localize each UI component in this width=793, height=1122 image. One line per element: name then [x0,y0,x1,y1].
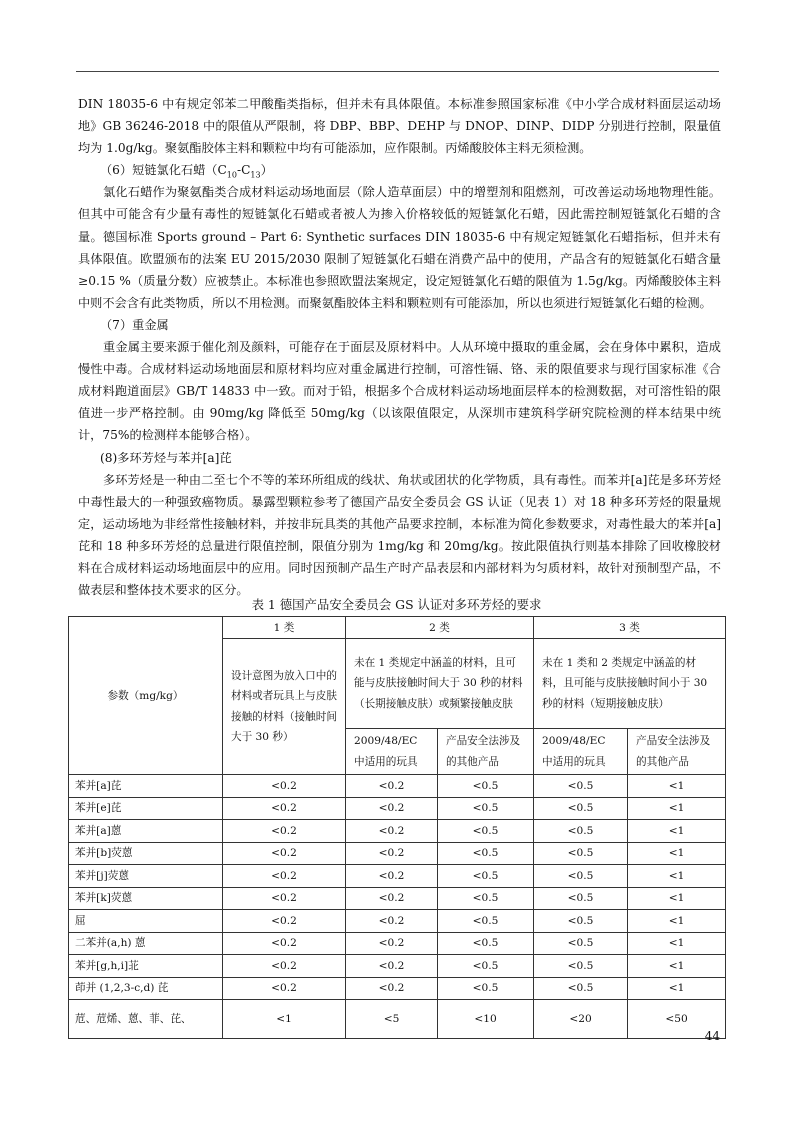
header-rule [76,71,719,72]
paragraph-phthalates: DIN 18035-6 中有规定邻苯二甲酸酯类指标，但并未有具体限值。本标准参照国家标准《中小学合成材料面层运动场地》GB 36246-2018 中的限值从严限制，将 DBP、BBP、DEHP 与 DNOP、DINP、DIDP 分别进行控制，限量值均为 1.0g/kg。聚氨酯胶体主料和颗粒中均有可能添加，应作限制。丙烯酸胶体主料无须检测。 [78,97,721,156]
limit-cell: <50 [628,1000,726,1039]
limit-cell: <0.2 [346,797,438,820]
limit-cell: <0.2 [223,887,346,910]
limit-cell: <0.5 [534,775,628,798]
limit-cell: <0.2 [223,910,346,933]
limit-cell: <0.5 [438,932,534,955]
table-row [69,820,726,843]
limit-cell: <0.5 [534,955,628,978]
limit-cell: <1 [628,910,726,933]
gs-pah-table [68,616,726,1039]
table-row [69,797,726,820]
cat3-description: 未在 1 类和 2 类规定中涵盖的材料，且可能与皮肤接触时间小于 30 秒的材料（短期接触皮肤） [534,639,726,729]
limit-cell: <0.5 [438,977,534,1000]
page-number: 44 [704,1029,720,1043]
limit-cell: <0.2 [223,955,346,978]
row-parameter: 苯并[a]蒽 [69,820,223,843]
cat2-description: 未在 1 类规定中涵盖的材料，且可能与皮肤接触时间大于 30 秒的材料（长期接触皮肤）或频繁接触皮肤 [346,639,534,729]
limit-cell: <0.2 [223,842,346,865]
cat1-description: 设计意图为放入口中的材料或者玩具上与皮肤接触的材料（接触时间大于 30 秒） [223,639,346,775]
heading-sccp-mid: -C [236,163,251,178]
limit-cell: <0.2 [346,842,438,865]
row-parameter: 二苯并(a,h) 蒽 [69,932,223,955]
limit-cell: <0.5 [438,910,534,933]
limit-cell: <0.5 [438,887,534,910]
row-parameter: 苯并[k]荧蒽 [69,887,223,910]
limit-cell: <0.5 [438,797,534,820]
limit-cell: <1 [628,842,726,865]
table-row [69,775,726,798]
limit-cell: <1 [628,977,726,1000]
limit-cell: <0.5 [438,865,534,888]
limit-cell: <0.2 [223,797,346,820]
limit-cell: <1 [628,775,726,798]
heading-heavy-metals: （7）重金属 [100,317,169,332]
limit-cell: <0.5 [534,977,628,1000]
limit-cell: <5 [346,1000,438,1039]
row-parameter: 苊、苊烯、蒽、菲、芘、 [69,1000,223,1039]
param-header: 参数（mg/kg） [69,617,223,775]
cat2-header: 2 类 [346,617,534,639]
heading-sccp-text: （6）短链氯化石蜡（C [100,163,227,178]
limit-cell: <0.2 [346,977,438,1000]
row-parameter: 苯并[g,h,i]苝 [69,955,223,978]
limit-cell: <0.5 [438,842,534,865]
limit-cell: <20 [534,1000,628,1039]
row-parameter: 苯并[e]芘 [69,797,223,820]
limit-cell: <0.2 [346,775,438,798]
limit-cell: <10 [438,1000,534,1039]
cat2-toys-header: 2009/48/EC 中适用的玩具 [346,729,438,775]
limit-cell: <0.2 [346,887,438,910]
paragraph-sccp: 氯化石蜡作为聚氨酯类合成材料运动场地面层（除人造草面层）中的增塑剂和阻燃剂，可改善运动场地物理性能。但其中可能含有少量有毒性的短链氯化石蜡或者被人为掺入价格较低的短链氯化石蜡，因此需控制短链氯化石蜡的含量。德国标准 Sports ground – Part 6: Synthetic surfaces DIN 18035-6 中有规定短链氯化石蜡指标，但并未有具体限值。欧盟颁布的法案 EU 2015/2030 限制了短链氯化石蜡在消费产品中的使用，产品含有的短链氯化石蜡含量≥0.15 %（质量分数）应被禁止。本标准也参照欧盟法案规定，设定短链氯化石蜡的限值为 1.5g/kg。丙烯酸胶体主料中则不会含有此类物质，所以不用检测。而聚氨酯胶体主料和颗粒则有可能添加，所以也须进行短链氯化石蜡的检测。 [78,185,721,310]
limit-cell: <0.5 [534,820,628,843]
cat3-toys-header: 2009/48/EC 中适用的玩具 [534,729,628,775]
table-row [69,842,726,865]
table-caption: 表 1 德国产品安全委员会 GS 认证对多环芳烃的要求 [251,597,542,612]
limit-cell: <1 [628,820,726,843]
limit-cell: <0.2 [346,820,438,843]
limit-cell: <0.2 [346,910,438,933]
limit-cell: <0.5 [438,955,534,978]
limit-cell: <0.2 [223,977,346,1000]
table-row [69,955,726,978]
limit-cell: <0.5 [534,932,628,955]
limit-cell: <0.2 [223,932,346,955]
row-parameter: 苯并[a]芘 [69,775,223,798]
cat3-header: 3 类 [534,617,726,639]
limit-cell: <1 [628,932,726,955]
limit-cell: <0.5 [438,820,534,843]
heading-pah: (8)多环芳烃与苯并[a]芘 [100,450,232,465]
heading-sccp-end: ） [260,163,273,178]
row-parameter: 茚并 (1,2,3-c,d) 芘 [69,977,223,1000]
limit-cell: <0.2 [346,955,438,978]
limit-cell: <0.2 [346,932,438,955]
row-parameter: 苯并[j]荧蒽 [69,865,223,888]
limit-cell: <0.2 [346,865,438,888]
table-row [69,1000,726,1039]
limit-cell: <0.2 [223,775,346,798]
paragraph-heavy-metals: 重金属主要来源于催化剂及颜料，可能存在于面层及原材料中。人从环境中摄取的重金属，会在身体中累积，造成慢性中毒。合成材料运动场地面层和原材料均应对重金属进行控制，可溶性镉、铬、汞的限值要求与现行国家标准《合成材料跑道面层》GB/T 14833 中一致。而对于铅，根据多个合成材料运动场地面层样本的检测数据，对可溶性铅的限值进一步严格控制。由 90mg/kg 降低至 50mg/kg（以该限值限定，从深圳市建筑科学研究院检测的样本结果中统计，75%的检测样本能够合格）。 [78,340,721,443]
table-row [69,865,726,888]
limit-cell: <0.5 [534,865,628,888]
cat3-other-header: 产品安全法涉及的其他产品 [628,729,726,775]
limit-cell: <0.5 [534,797,628,820]
table-row [69,932,726,955]
table-row [69,910,726,933]
table-row [69,977,726,1000]
limit-cell: <0.2 [223,865,346,888]
row-parameter: 苯并[b]荧蒽 [69,842,223,865]
heading-sccp [78,159,721,181]
table-row [69,887,726,910]
limit-cell: <1 [628,887,726,910]
cat2-other-header: 产品安全法涉及的其他产品 [438,729,534,775]
cat1-header: 1 类 [223,617,346,639]
limit-cell: <0.5 [534,842,628,865]
limit-cell: <0.5 [438,775,534,798]
limit-cell: <0.2 [223,820,346,843]
row-parameter: 屈 [69,910,223,933]
limit-cell: <1 [628,797,726,820]
limit-cell: <1 [628,865,726,888]
limit-cell: <0.5 [534,887,628,910]
limit-cell: <0.5 [534,910,628,933]
heading-sccp-sub2: 13 [250,170,261,180]
heading-sccp-sub1: 10 [226,170,237,180]
limit-cell: <1 [223,1000,346,1039]
limit-cell: <1 [628,955,726,978]
paragraph-pah: 多环芳烃是一种由二至七个不等的苯环所组成的线状、角状或团状的化学物质，具有毒性。而苯并[a]芘是多环芳烃中毒性最大的一种强致癌物质。暴露型颗粒参考了德国产品安全委员会 GS 认证（见表 1）对 18 种多环芳烃的限量规定，运动场地为非经常性接触材料，并按非玩具类的其他产品要求控制，本标准为简化参数要求，对毒性最大的苯并[a]芘和 18 种多环芳烃的总量进行限值控制，限值分别为 1mg/kg 和 20mg/kg。按此限值执行则基本排除了回收橡胶材料在合成材料运动场地面层中的应用。同时因预制产品生产时产品表层和内部材料为匀质材料，故针对预制型产品，不做表层和整体技术要求的区分。 [78,472,721,598]
body-text [78,93,721,601]
